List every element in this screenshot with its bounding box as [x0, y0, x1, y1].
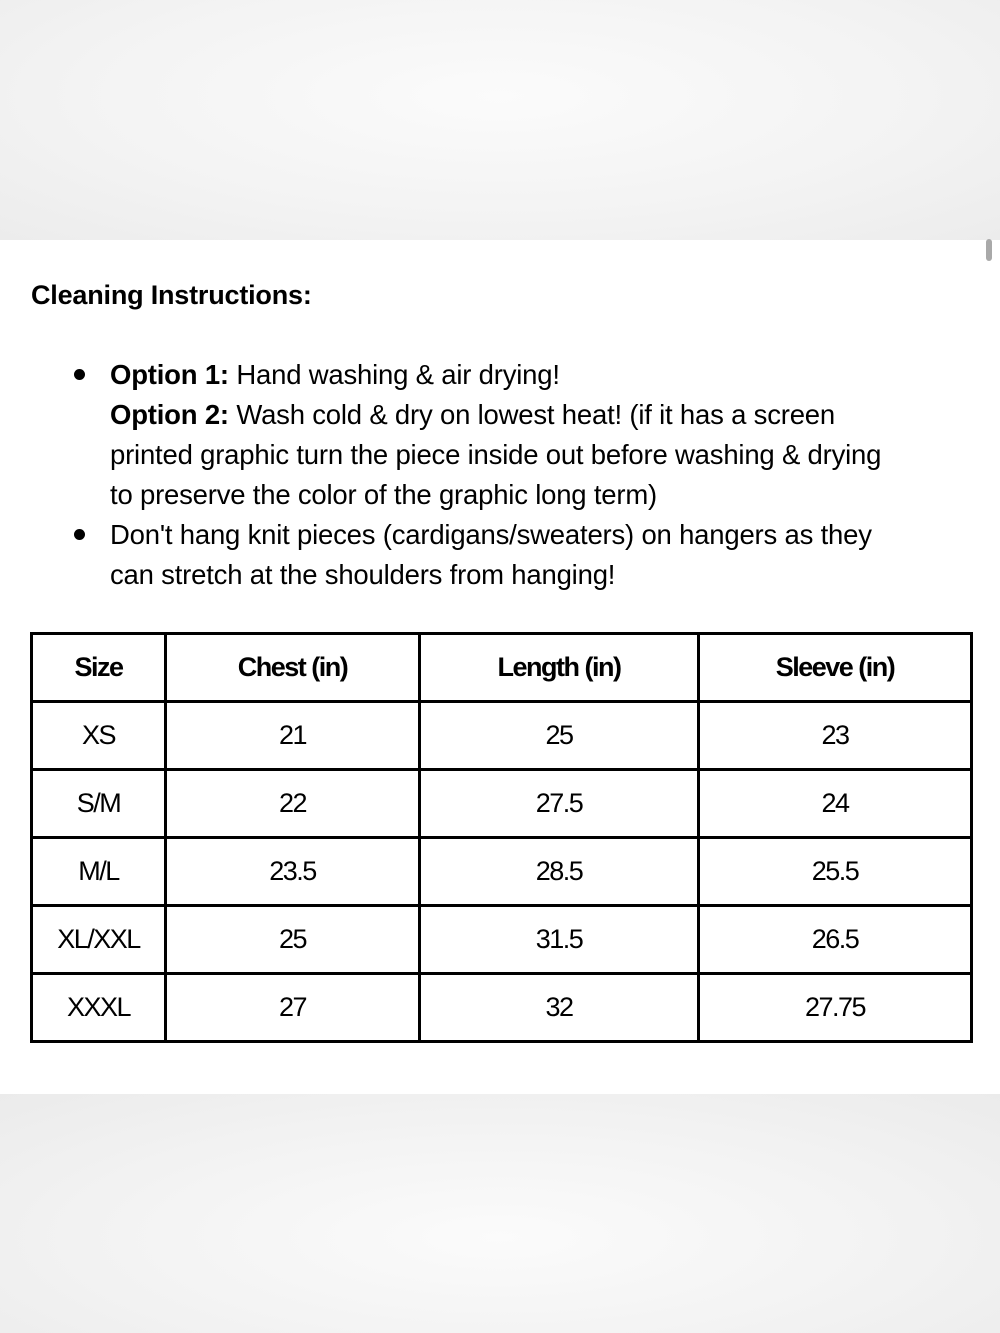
- cell-sleeve: 25.5: [699, 838, 972, 906]
- cell-sleeve: 23: [699, 702, 972, 770]
- scrollbar-thumb[interactable]: [986, 239, 992, 261]
- instructions-card: [0, 240, 1000, 1094]
- cell-size: S/M: [32, 770, 166, 838]
- cell-sleeve: 27.75: [699, 974, 972, 1042]
- option-2-label: Option 2:: [110, 399, 229, 430]
- cell-length: 27.5: [420, 770, 699, 838]
- header-length: Length (in): [420, 634, 699, 702]
- cell-size: XS: [32, 702, 166, 770]
- cell-chest: 23.5: [166, 838, 420, 906]
- cell-chest: 25: [166, 906, 420, 974]
- table-row: [32, 906, 972, 974]
- table-row: [32, 770, 972, 838]
- header-chest: Chest (in): [166, 634, 420, 702]
- bullet-dot-icon: [74, 529, 85, 540]
- cell-size: XXXL: [32, 974, 166, 1042]
- hanging-warning-line-1: Don't hang knit pieces (cardigans/sweaters) on hangers as they: [110, 519, 872, 550]
- bottom-backdrop: [0, 1094, 1000, 1333]
- option-2-continuation-2: to preserve the color of the graphic long term): [110, 479, 657, 510]
- cell-chest: 21: [166, 702, 420, 770]
- cell-size: M/L: [32, 838, 166, 906]
- cleaning-bullet-list: [110, 355, 970, 595]
- cleaning-instructions-heading: Cleaning Instructions:: [31, 280, 312, 310]
- cell-length: 25: [420, 702, 699, 770]
- bullet-item-wash-options: [110, 355, 970, 515]
- header-sleeve: Sleeve (in): [699, 634, 972, 702]
- option-1-text: Hand washing & air drying!: [236, 359, 560, 390]
- hanging-warning-line-2: can stretch at the shoulders from hanging!: [110, 559, 616, 590]
- option-2-line: [110, 395, 970, 435]
- cell-chest: 27: [166, 974, 420, 1042]
- option-1-line: [110, 355, 970, 395]
- size-chart-table: [30, 632, 973, 1043]
- cell-size: XL/XXL: [32, 906, 166, 974]
- option-2-text: Wash cold & dry on lowest heat! (if it has a screen: [236, 399, 835, 430]
- cell-sleeve: 24: [699, 770, 972, 838]
- cell-length: 28.5: [420, 838, 699, 906]
- header-size: Size: [32, 634, 166, 702]
- bullet-item-hanging-warning: [110, 515, 970, 595]
- top-backdrop: [0, 0, 1000, 240]
- cell-sleeve: 26.5: [699, 906, 972, 974]
- option-2-continuation-1: printed graphic turn the piece inside out before washing & drying: [110, 439, 882, 470]
- table-header-row: [32, 634, 972, 702]
- cell-length: 32: [420, 974, 699, 1042]
- option-1-label: Option 1:: [110, 359, 229, 390]
- table-row: [32, 702, 972, 770]
- table-row: [32, 974, 972, 1042]
- table-row: [32, 838, 972, 906]
- cell-length: 31.5: [420, 906, 699, 974]
- cell-chest: 22: [166, 770, 420, 838]
- bullet-dot-icon: [74, 369, 85, 380]
